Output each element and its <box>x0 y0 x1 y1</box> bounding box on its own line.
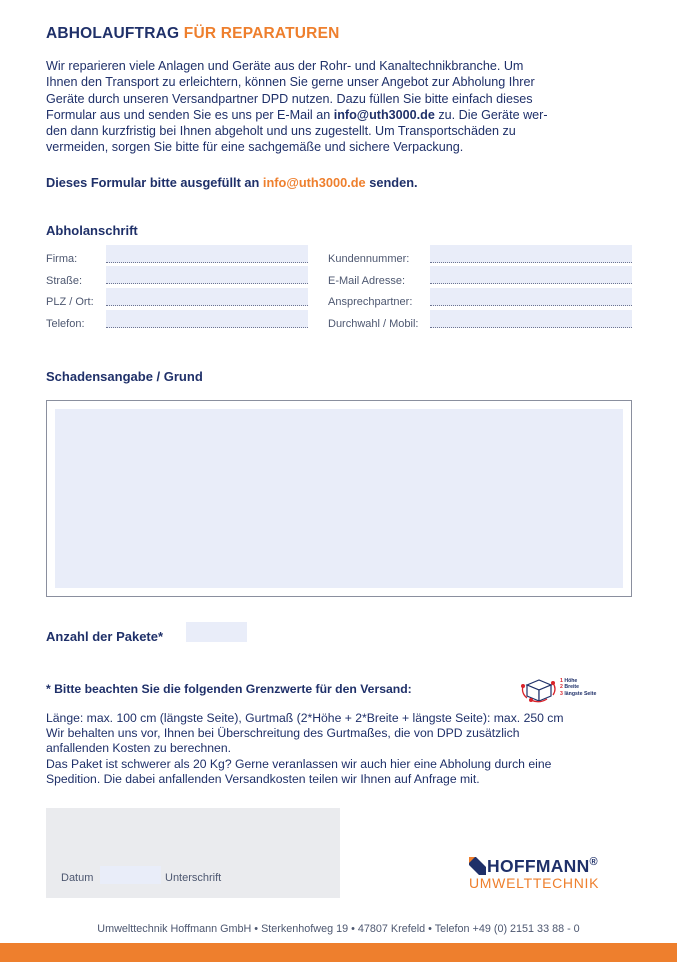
durchwahl-input[interactable] <box>430 310 632 328</box>
signature-box <box>46 808 340 898</box>
intro-paragraph: Wir reparieren viele Anlagen und Geräte aus der Rohr- und Kanaltechnikbranche. Um Ihnen den Transport zu erleichtern, können Sie gerne unser Angebot zur Abholung Ihrer Geräte durch unseren Versandpartner DPD nutzen. Dazu füllen Sie bitte einfach dieses Formular aus und senden Sie es uns per E-Mail an info@uth3000.de zu. Die Geräte wer- den dann kurzfristig bei Ihnen abgeholt und uns zugestellt. Um Transportschäden zu vermeiden, sorgen Sie bitte für eine sachgemäße und sichere Verpackung. <box>46 59 548 155</box>
label-email: E-Mail Adresse: <box>328 275 406 287</box>
label-kundennummer: Kundennummer: <box>328 253 410 265</box>
footer-address: Umwelttechnik Hoffmann GmbH • Sterkenhofweg 19 • 47807 Krefeld • Telefon +49 (0) 2151 33 88 - 0 <box>97 923 580 935</box>
footer-bar <box>0 943 677 962</box>
limits-title: * Bitte beachten Sie die folgenden Grenzwerte für den Versand: <box>46 682 412 696</box>
pickup-heading: Abholanschrift <box>46 223 138 238</box>
page-title: ABHOLAUFTRAG FÜR REPARATUREN <box>46 25 340 42</box>
kundennummer-input[interactable] <box>430 245 632 263</box>
packages-label: Anzahl der Pakete* <box>46 629 164 644</box>
packages-input[interactable] <box>186 622 247 642</box>
date-label: Datum <box>61 872 94 884</box>
label-durchwahl: Durchwahl / Mobil: <box>328 318 419 330</box>
intro-email-link[interactable]: info@uth3000.de <box>333 107 435 122</box>
strasse-input[interactable] <box>106 266 308 284</box>
damage-box <box>46 400 632 597</box>
firma-input[interactable] <box>106 245 308 263</box>
damage-heading: Schadensangabe / Grund <box>46 369 203 384</box>
label-telefon: Telefon: <box>46 318 85 330</box>
send-note: Dieses Formular bitte ausgefüllt an info@uth3000.de senden. <box>46 175 418 190</box>
email-input[interactable] <box>430 266 632 284</box>
ansprechpartner-input[interactable] <box>430 288 632 306</box>
dimensions-legend: 1 Höhe 2 Breite 3 längste Seite <box>560 678 597 697</box>
telefon-input[interactable] <box>106 310 308 328</box>
date-input[interactable] <box>100 866 161 884</box>
label-ansprechpartner: Ansprechpartner: <box>328 296 413 308</box>
page-title-accent: FÜR REPARATUREN <box>183 25 340 42</box>
send-note-email-link[interactable]: info@uth3000.de <box>262 175 366 190</box>
plz-ort-input[interactable] <box>106 288 308 306</box>
package-dimensions-icon <box>519 677 559 703</box>
limits-text: Länge: max. 100 cm (längste Seite), Gurtmaß (2*Höhe + 2*Breite + längste Seite): max. 250 cm Wir behalten uns vor, Ihnen bei Überschreitung des Gurtmaßes, die von DPD zusätzlich anfallenden Kosten zu berechnen. Das Paket ist schwerer als 20 Kg? Gerne veranlassen wir auch hier eine Abholung durch eine Spedition. Die dabei anfallenden Versandkosten teilen wir Ihnen auf Anfrage mit. <box>46 711 564 786</box>
logo-name: HOFFMANN® <box>487 856 598 876</box>
hoffmann-logo-icon <box>469 857 486 875</box>
label-firma: Firma: <box>46 253 78 265</box>
damage-textarea[interactable] <box>55 409 623 588</box>
logo-subtitle: UMWELTTECHNIK <box>469 875 600 891</box>
label-plz-ort: PLZ / Ort: <box>46 296 94 308</box>
label-strasse: Straße: <box>46 275 83 287</box>
signature-label: Unterschrift <box>165 872 222 884</box>
